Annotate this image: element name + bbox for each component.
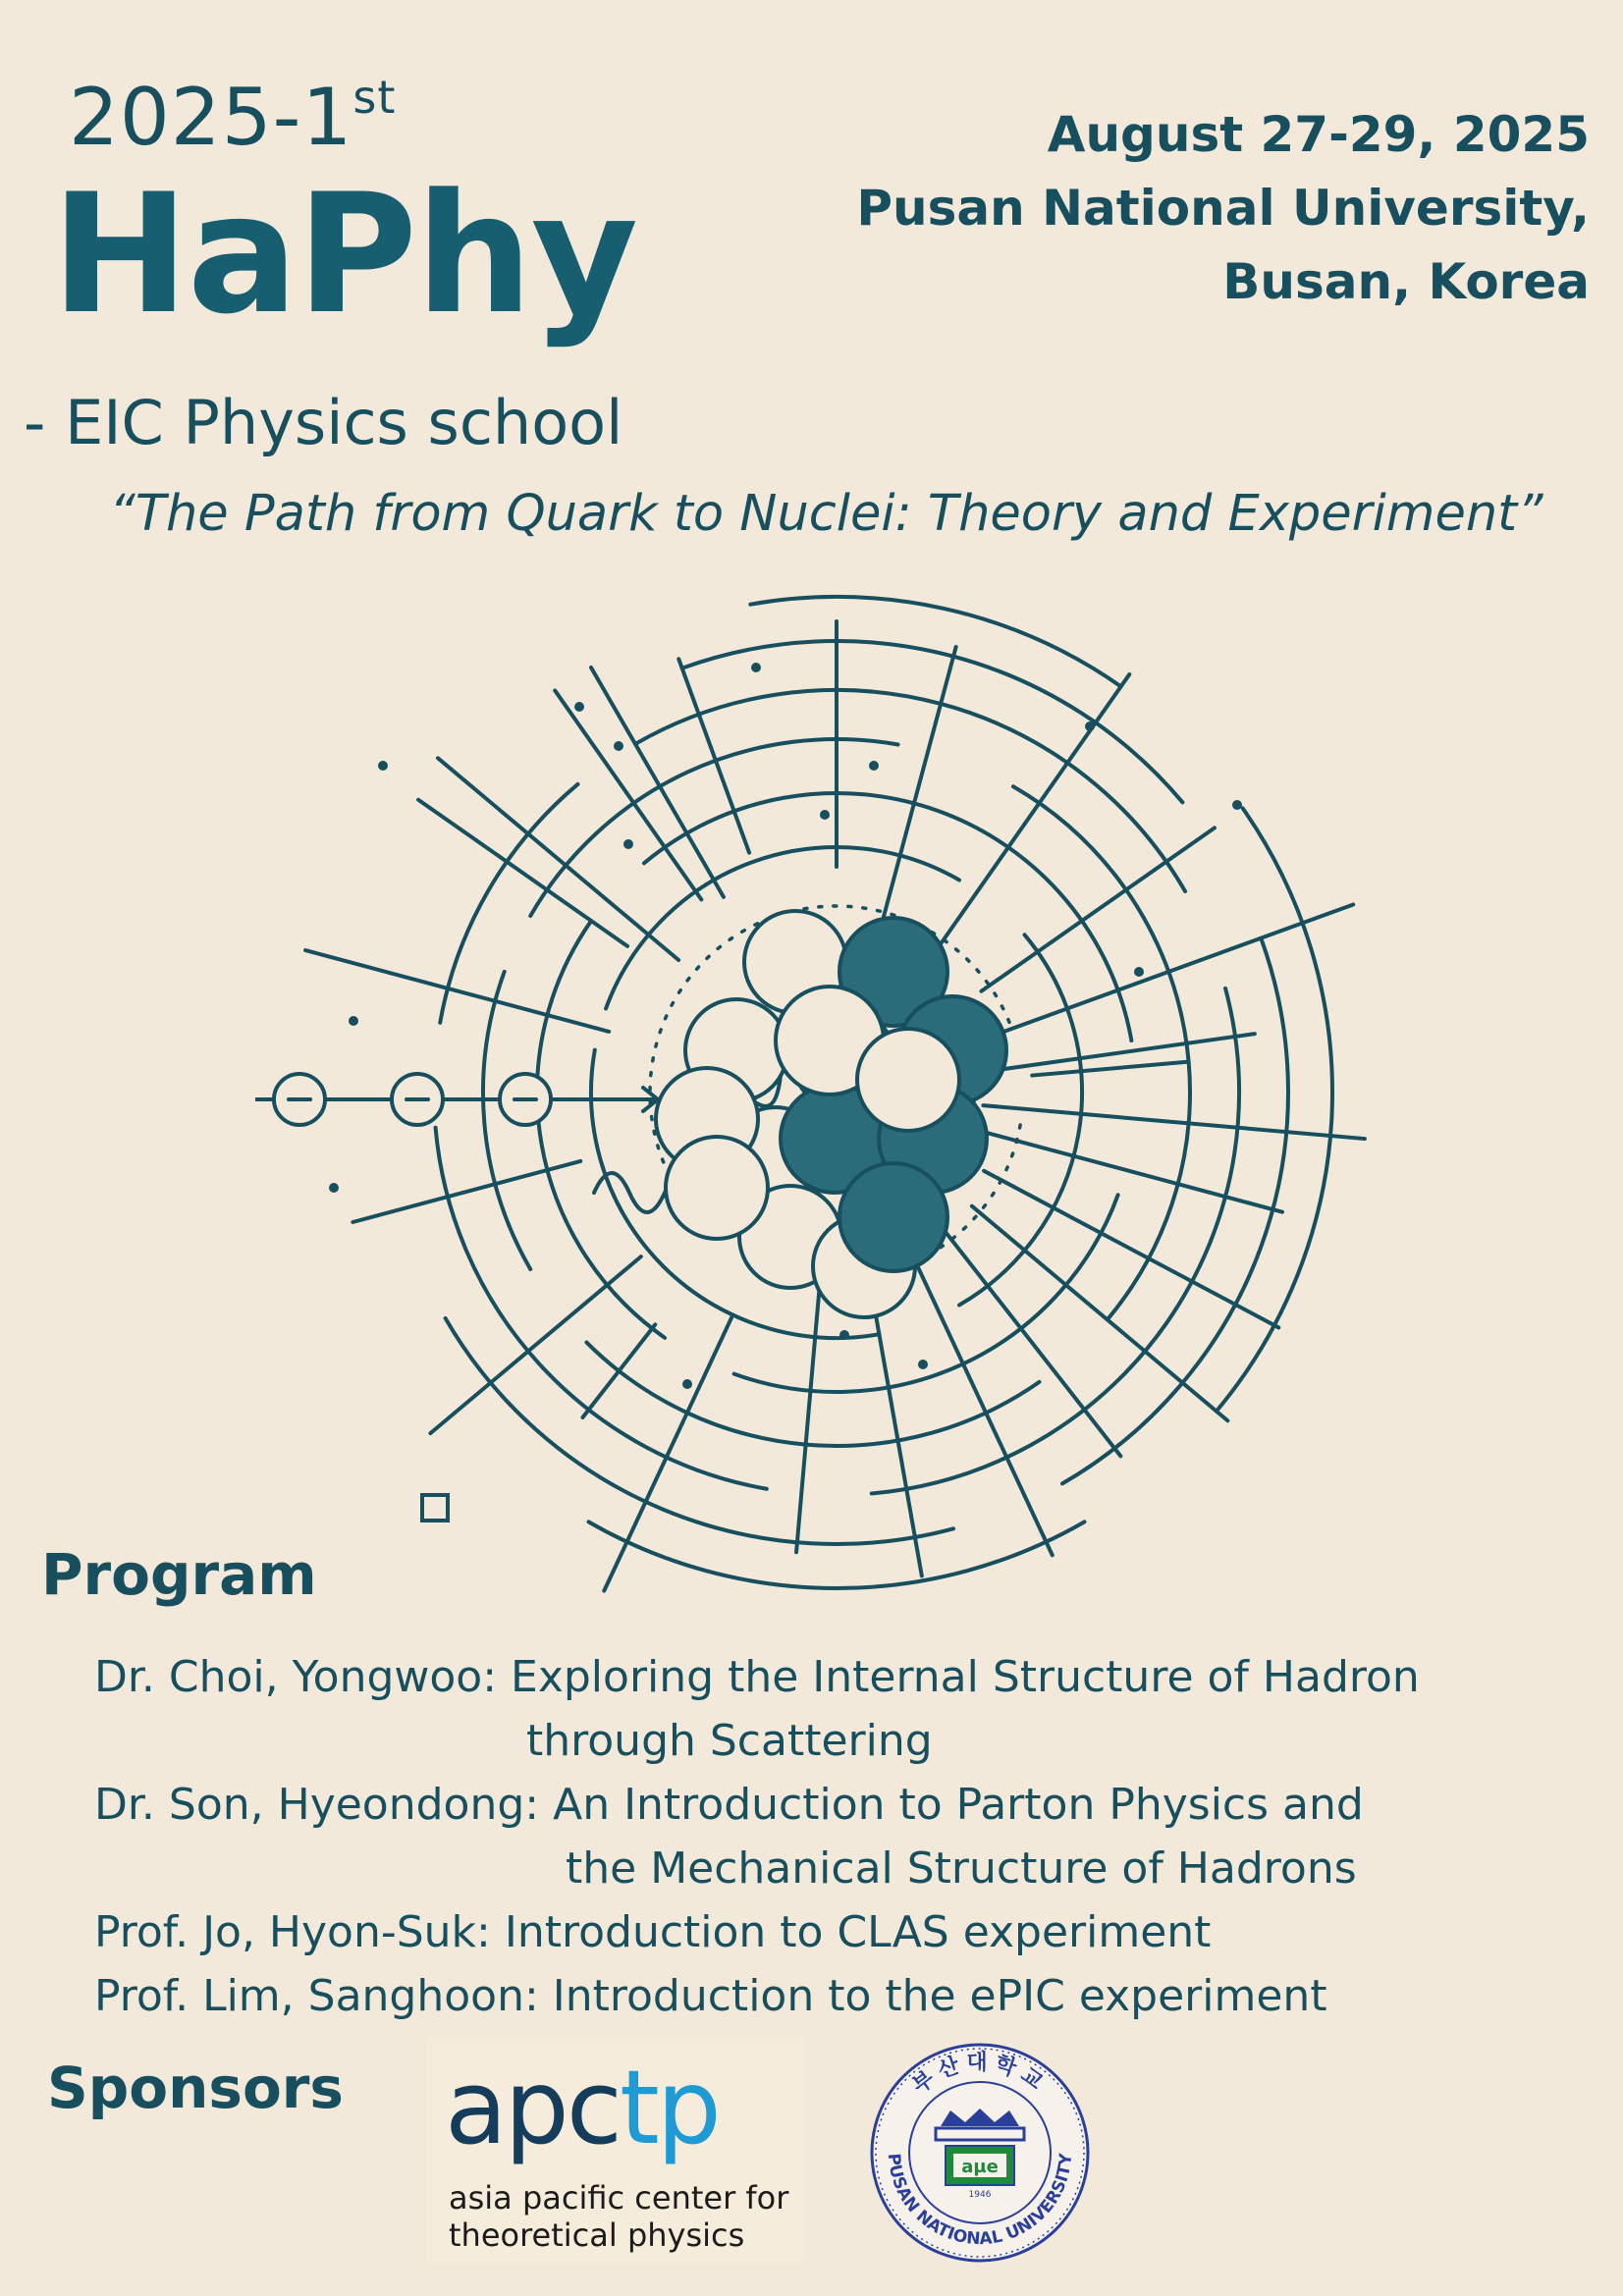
event-city: Busan, Korea [1222,253,1590,310]
pnu-english-name: PUSAN NATIONAL UNIVERSITY [883,2152,1077,2250]
edition-year: 2025-1st [69,71,397,163]
scatter-dot-13 [918,1360,928,1369]
program-list [94,1645,1420,2028]
program-item-son-cont: the Mechanical Structure of Hadrons [566,1843,1357,1894]
detector-ring-7-2 [589,1522,1085,1588]
scatter-dot-6 [349,1016,358,1026]
sponsors-heading: Sponsors [47,2055,344,2121]
scatter-dot-3 [820,810,830,820]
detector-rings-illustration [255,550,1394,1669]
particle-track-24 [1032,1062,1188,1076]
scatter-dot-0 [378,761,388,771]
scatter-dot-4 [574,702,584,712]
svg-text:aµe: aµe [961,2157,999,2177]
program-item-jo: Prof. Jo, Hyon-Suk: Introduction to CLAS experiment [94,1907,1212,1957]
scatter-dot-10 [869,761,879,771]
nucleon-front-1 [857,1029,959,1131]
school-subtitle: - EIC Physics school [24,387,623,458]
particle-track-23 [582,1324,655,1417]
detector-ring-7-1 [1217,808,1332,1411]
scatter-dot-12 [839,1330,849,1340]
program-item-choi: Dr. Choi, Yongwoo: Exploring the Internal Structure of Hadron [94,1652,1420,1702]
event-date: August 27-29, 2025 [1047,106,1590,163]
scatter-dot-15 [1232,800,1242,810]
program-item-son: Dr. Son, Hyeondong: An Introduction to Parton Physics and [94,1780,1364,1830]
scatter-dot-9 [623,839,633,849]
pnu-seal-logo [867,2040,1093,2266]
school-theme: “The Path from Quark to Nuclei: Theory and Experiment” [109,485,1543,543]
scatter-dot-2 [751,663,761,672]
program-item-lim: Prof. Lim, Sanghoon: Introduction to the ePIC experiment [94,1971,1327,2021]
program-item-choi-cont: through Scattering [526,1716,933,1766]
detector-ring-4-0 [530,739,897,916]
particle-track-22 [438,758,678,960]
particle-track-10 [911,1253,1053,1555]
program-heading: Program [41,1541,317,1608]
pnu-emblem-year: 1946 [968,2190,992,2200]
event-info [856,98,1590,319]
particle-track-17 [418,800,627,946]
detector-ring-3-2 [537,921,665,1338]
particle-track-4 [992,1034,1254,1071]
particle-track-15 [352,1161,580,1222]
scatter-dot-1 [614,741,623,751]
scatter-dot-7 [329,1183,339,1193]
square-marker [422,1495,448,1521]
pnu-korean-name: 부산대학교 [907,2051,1053,2099]
detector-ring-4-1 [1013,786,1190,1319]
nucleon-dark-4 [839,1163,947,1271]
apctp-logo [427,2037,805,2263]
particle-track-7 [984,1171,1278,1328]
nucleon-light-7 [666,1137,768,1239]
apctp-name-line1: asia pacific center for [449,2179,789,2216]
scatter-dot-11 [682,1379,692,1389]
apctp-wordmark: apctp [445,2048,719,2167]
detector-ring-6-2 [446,1318,953,1544]
particle-track-5 [983,1105,1365,1139]
event-venue: Pusan National University, [856,180,1590,237]
particle-track-1 [933,674,1130,956]
particle-track-12 [796,1288,820,1552]
scatter-dot-14 [1134,967,1144,977]
scatter-dot-5 [1085,721,1095,731]
particle-track-13 [604,1315,732,1591]
particle-track-6 [989,1133,1282,1211]
particle-track-21 [591,667,724,897]
apctp-name-line2: theoretical physics [449,2216,745,2254]
school-title: HaPhy [51,158,637,350]
particle-track-19 [678,659,749,852]
